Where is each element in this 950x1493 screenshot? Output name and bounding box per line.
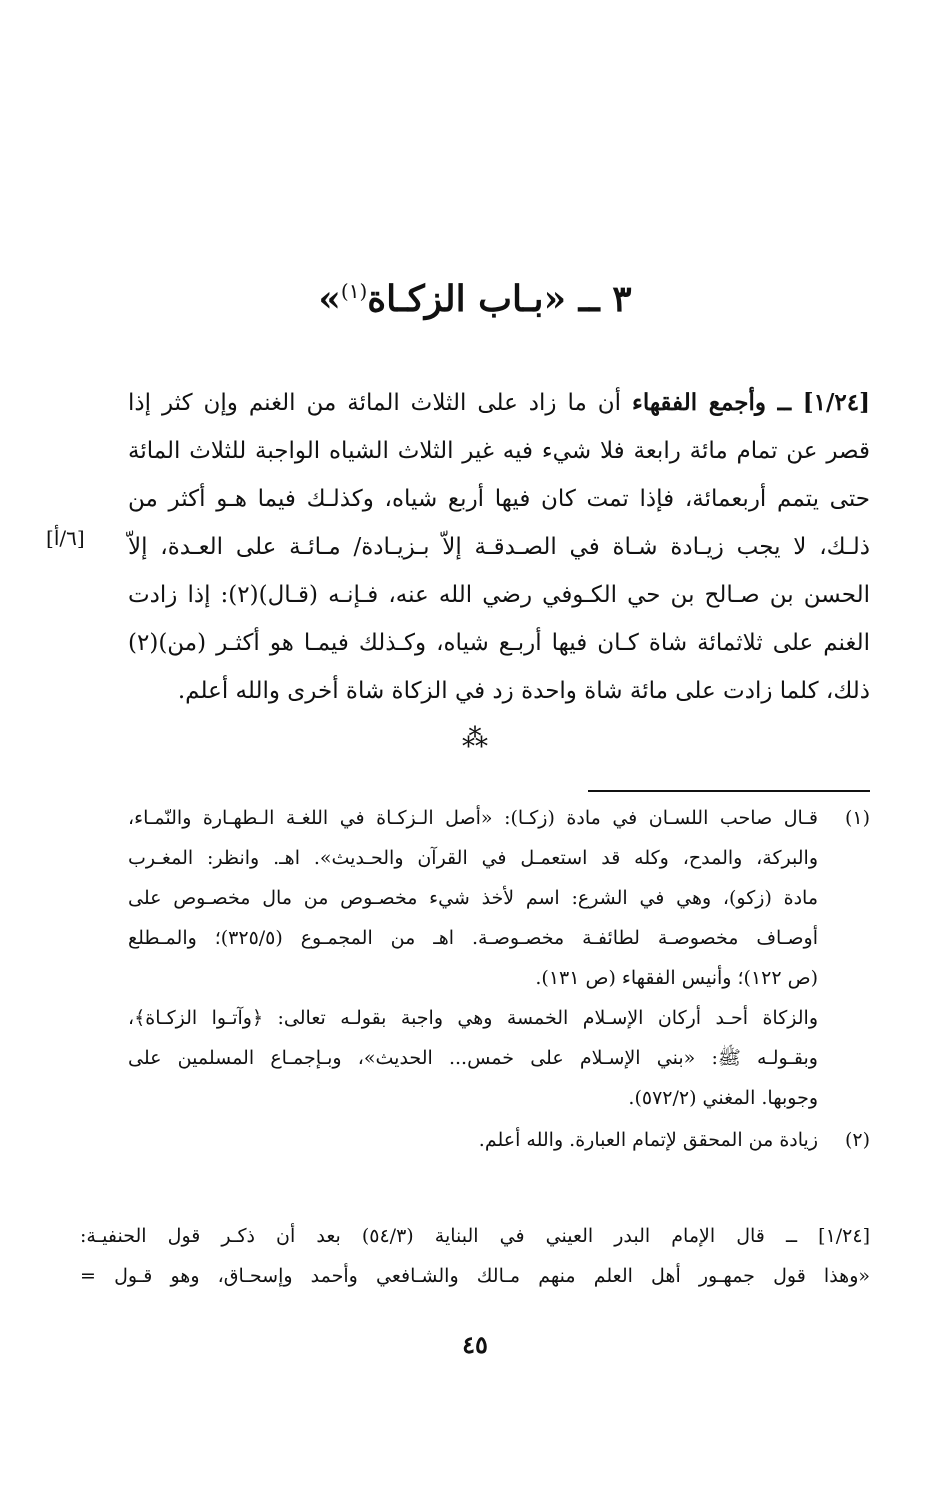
heading-footnote-ref: (١): [340, 279, 368, 303]
entry-ref: [١/٢٤] ــ وأجمع الفقهاء: [632, 389, 870, 416]
chapter-title-close: »: [318, 278, 341, 320]
footnote-line: والبركة، والمدح، وكله قد استعمـل في القرآن والحـديث». اهـ. وانظر: المغـرب: [128, 847, 818, 869]
footnote-line: قـال صاحب اللسـان في مادة (زكـا): «أصل الـزكـاة في اللغـة الـطهـارة والنّمـاء،: [128, 807, 818, 829]
commentary-line: «وهذا قول جمهـور أهل العلم منهم مـالك والشـافعي وأحمد وإسحـاق، وهو قـول =: [80, 1265, 870, 1287]
main-line: ذلك، كلما زادت على مائة شاة واحدة زد في الزكاة شاة أخرى والله أعلم.: [177, 678, 870, 704]
section-separator: ⁂: [462, 724, 488, 754]
chapter-title: ــ «بـاب الزكـاة: [367, 278, 600, 320]
footnote-line: مادة (زكو)، وهي في الشرع: اسم لأخذ شيء مخصـوص من مال مخصـوص على: [128, 887, 818, 909]
manuscript-folio-marker: [٦/أ]: [46, 526, 85, 550]
chapter-number: ٣: [612, 278, 632, 320]
footnote-line: زيادة من المحقق لإتمام العبارة. والله أعلم.: [478, 1129, 818, 1151]
main-line: قصر عن تمام مائة رابعة فلا شيء فيه غير الثلاث الشياه الواجبة للثلاث المائة: [128, 438, 870, 464]
footnote-line: أوصـاف مخصوصـة لطائفـة مخصـوصـة. اهـ من المجمـوع (٣٢٥/٥)؛ والمـطلع: [128, 927, 818, 949]
main-line: [١/٢٤] ــ وأجمع الفقهاء أن ما زاد على الثلاث المائة من الغنم وإن كثر إذا: [128, 389, 870, 416]
page-number: ٤٥: [462, 1330, 488, 1359]
footnote-line: والزكاة أحـد أركان الإسـلام الخمسة وهي واجبة بقولـه تعالى: ﴿وآتـوا الزكـاة﴾،: [128, 1007, 818, 1029]
main-line: الغنم على ثلاثمائة شاة كـان فيها أربـع شياه، وكـذلك فيمـا هو أكثـر (من)(٢): [128, 630, 870, 656]
footnote-1-number: (١): [844, 807, 870, 829]
commentary-line: [١/٢٤] ــ قال الإمام البدر العيني في البناية (٥٤/٣) بعد أن ذكـر قول الحنفيـة:: [80, 1225, 871, 1247]
main-line: ذلـك، لا يجب زيـادة شـاة في الصـدقـة إلاّ بـزيـادة/ مـائـة على العـدة، إلاّ: [128, 534, 870, 560]
footnote-line: (ص ١٢٢)؛ وأنيس الفقهاء (ص ١٣١).: [535, 967, 818, 989]
footnote-rule: [588, 790, 870, 792]
main-line: حتى يتمم أربعمائة، فإذا تمت كان فيها أربع شياه، وكذلـك فيما هـو أكثر من: [128, 486, 870, 512]
footnote-2-number: (٢): [844, 1129, 870, 1151]
footnote-line: وجوبها. المغني (٥٧٢/٢).: [628, 1087, 818, 1109]
chapter-heading: [0, 278, 950, 320]
main-line: الحسن بن صـالح بن حي الكـوفي رضي الله عنه، فـإنـه (قـال)(٢): إذا زادت: [128, 582, 870, 608]
footnote-line: وبقـولـه ﷺ: «بني الإسـلام على خمس... الحديث»، وبـإجمـاع المسلمين على: [128, 1047, 818, 1069]
